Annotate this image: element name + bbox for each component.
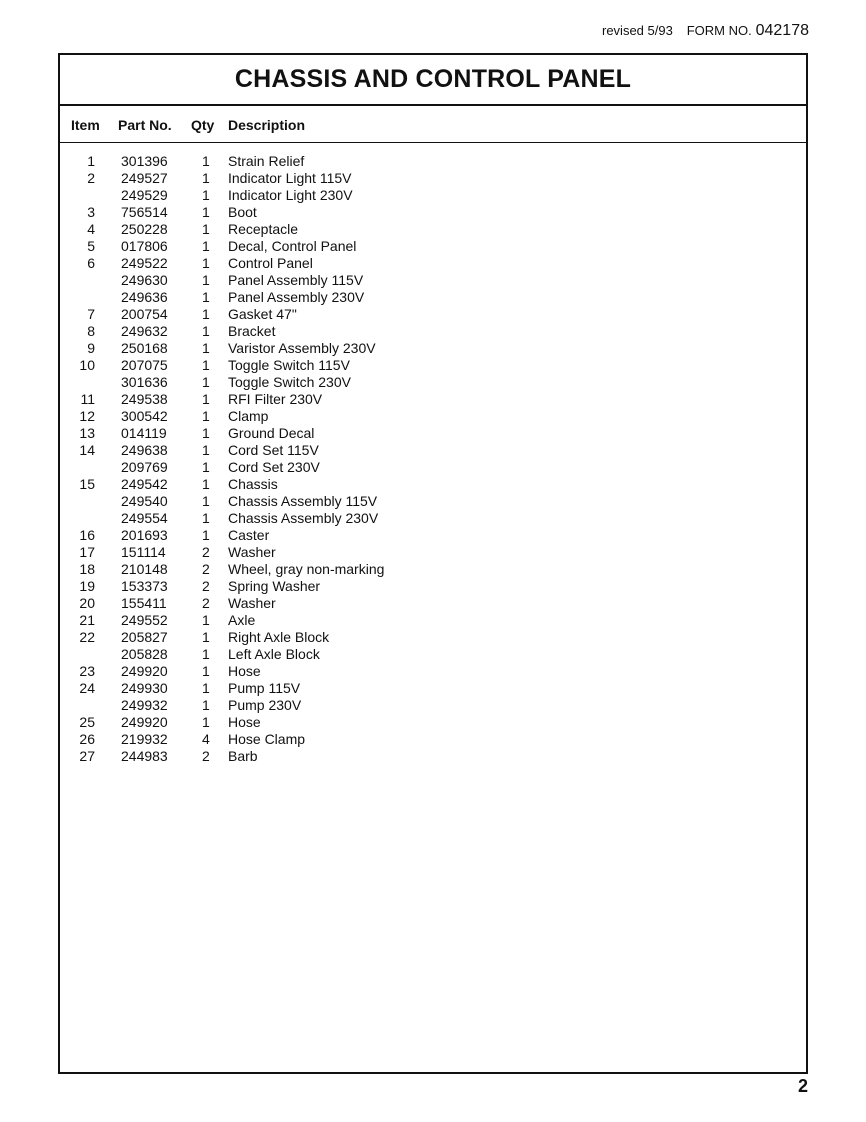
table-row (60, 544, 806, 561)
table-row (60, 646, 806, 663)
row-quantity: 1 (202, 425, 210, 441)
table-row (60, 527, 806, 544)
revised-date: revised 5/93 (602, 23, 673, 38)
row-part-number: 155411 (121, 595, 167, 611)
form-header (602, 22, 809, 40)
table-row (60, 748, 806, 765)
row-description: Ground Decal (228, 425, 315, 441)
row-quantity: 2 (202, 748, 210, 764)
row-description: Pump 230V (228, 697, 302, 713)
row-description: Left Axle Block (228, 646, 320, 662)
table-row (60, 493, 806, 510)
row-part-number: 017806 (121, 238, 168, 254)
table-row (60, 153, 806, 170)
row-item-number: 19 (79, 578, 95, 594)
form-number: 042178 (755, 22, 809, 39)
table-row (60, 272, 806, 289)
row-item-number: 4 (87, 221, 95, 237)
row-item-number: 22 (79, 629, 95, 645)
row-description: Right Axle Block (228, 629, 330, 645)
row-part-number: 249932 (121, 697, 168, 713)
page-number: 2 (797, 1076, 808, 1096)
row-item-number: 13 (79, 425, 95, 441)
row-item-number: 17 (79, 544, 95, 560)
row-part-number: 209769 (121, 459, 168, 475)
row-quantity: 1 (202, 391, 210, 407)
parts-list-frame (58, 53, 808, 1074)
row-quantity: 1 (202, 629, 210, 645)
row-quantity: 1 (202, 527, 210, 543)
row-part-number: 756514 (121, 204, 168, 220)
table-row (60, 238, 806, 255)
table-row (60, 408, 806, 425)
column-header-row (60, 106, 806, 143)
row-part-number: 249522 (121, 255, 168, 271)
table-row (60, 289, 806, 306)
row-description: Chassis Assembly 230V (228, 510, 379, 526)
row-quantity: 1 (202, 374, 210, 390)
table-row (60, 697, 806, 714)
column-header-qty: Qty (191, 117, 215, 133)
row-quantity: 1 (202, 442, 210, 458)
table-row (60, 663, 806, 680)
row-part-number: 249552 (121, 612, 168, 628)
row-quantity: 4 (202, 731, 210, 747)
row-part-number: 250168 (121, 340, 168, 356)
row-part-number: 151114 (121, 544, 166, 560)
row-quantity: 1 (202, 255, 210, 271)
row-part-number: 250228 (121, 221, 168, 237)
row-part-number: 219932 (121, 731, 168, 747)
row-quantity: 1 (202, 476, 210, 492)
row-part-number: 249920 (121, 663, 168, 679)
table-row (60, 714, 806, 731)
row-part-number: 200754 (121, 306, 168, 322)
parts-table-body (60, 143, 806, 765)
row-quantity: 2 (202, 595, 210, 611)
row-part-number: 205828 (121, 646, 168, 662)
row-part-number: 249632 (121, 323, 168, 339)
row-quantity: 2 (202, 561, 210, 577)
row-item-number: 7 (87, 306, 95, 322)
row-quantity: 2 (202, 544, 210, 560)
row-description: Varistor Assembly 230V (228, 340, 376, 356)
row-description: Hose (228, 714, 261, 730)
row-item-number: 16 (79, 527, 95, 543)
row-part-number: 014119 (121, 425, 167, 441)
row-item-number: 26 (79, 731, 95, 747)
row-description: Panel Assembly 230V (228, 289, 365, 305)
row-item-number: 3 (87, 204, 95, 220)
row-part-number: 249540 (121, 493, 168, 509)
row-item-number: 8 (87, 323, 95, 339)
row-part-number: 201693 (121, 527, 168, 543)
row-part-number: 249538 (121, 391, 168, 407)
row-part-number: 300542 (121, 408, 168, 424)
row-quantity: 1 (202, 221, 210, 237)
table-row (60, 374, 806, 391)
row-quantity: 1 (202, 204, 210, 220)
table-row (60, 187, 806, 204)
row-quantity: 1 (202, 612, 210, 628)
row-item-number: 20 (79, 595, 95, 611)
row-description: Toggle Switch 115V (228, 357, 350, 373)
row-description: Cord Set 115V (228, 442, 319, 458)
row-quantity: 2 (202, 578, 210, 594)
table-row (60, 357, 806, 374)
row-description: Spring Washer (228, 578, 321, 594)
row-item-number: 12 (79, 408, 95, 424)
table-row (60, 731, 806, 748)
row-description: Control Panel (228, 255, 313, 271)
row-description: Cord Set 230V (228, 459, 320, 475)
row-description: Barb (228, 748, 258, 764)
table-row (60, 612, 806, 629)
row-description: Decal, Control Panel (228, 238, 357, 254)
table-row (60, 442, 806, 459)
row-description: Bracket (228, 323, 276, 339)
row-description: Strain Relief (228, 153, 305, 169)
table-row (60, 425, 806, 442)
table-row (60, 510, 806, 527)
row-quantity: 1 (202, 340, 210, 356)
row-part-number: 249542 (121, 476, 168, 492)
row-item-number: 9 (87, 340, 95, 356)
table-row (60, 204, 806, 221)
row-item-number: 10 (79, 357, 95, 373)
row-quantity: 1 (202, 153, 210, 169)
table-row (60, 391, 806, 408)
row-description: Indicator Light 115V (228, 170, 352, 186)
row-quantity: 1 (202, 646, 210, 662)
row-item-number: 21 (79, 612, 95, 628)
page-title: CHASSIS AND CONTROL PANEL (60, 55, 806, 106)
table-row (60, 170, 806, 187)
row-part-number: 249920 (121, 714, 168, 730)
row-description: Boot (228, 204, 257, 220)
row-part-number: 249554 (121, 510, 168, 526)
row-quantity: 1 (202, 697, 210, 713)
row-part-number: 249630 (121, 272, 168, 288)
row-item-number: 25 (79, 714, 95, 730)
row-quantity: 1 (202, 459, 210, 475)
row-description: Chassis Assembly 115V (228, 493, 378, 509)
table-row (60, 459, 806, 476)
row-description: Gasket 47" (228, 306, 297, 322)
row-part-number: 301636 (121, 374, 168, 390)
row-part-number: 249636 (121, 289, 168, 305)
row-description: Chassis (228, 476, 278, 492)
row-quantity: 1 (202, 238, 210, 254)
row-quantity: 1 (202, 510, 210, 526)
table-row (60, 340, 806, 357)
row-quantity: 1 (202, 323, 210, 339)
row-description: Toggle Switch 230V (228, 374, 351, 390)
row-description: Indicator Light 230V (228, 187, 353, 203)
row-description: RFI Filter 230V (228, 391, 323, 407)
row-part-number: 205827 (121, 629, 168, 645)
row-description: Pump 115V (228, 680, 301, 696)
row-part-number: 249930 (121, 680, 168, 696)
row-description: Caster (228, 527, 270, 543)
row-part-number: 244983 (121, 748, 168, 764)
row-item-number: 11 (80, 391, 95, 407)
table-row (60, 578, 806, 595)
row-part-number: 249529 (121, 187, 168, 203)
row-quantity: 1 (202, 289, 210, 305)
row-item-number: 23 (79, 663, 95, 679)
row-item-number: 1 (87, 153, 95, 169)
row-description: Wheel, gray non-marking (228, 561, 385, 577)
row-description: Panel Assembly 115V (228, 272, 364, 288)
table-row (60, 561, 806, 578)
row-description: Receptacle (228, 221, 299, 237)
row-quantity: 1 (202, 493, 210, 509)
row-description: Hose Clamp (228, 731, 306, 747)
row-description: Washer (228, 595, 276, 611)
row-part-number: 210148 (121, 561, 168, 577)
row-item-number: 14 (79, 442, 95, 458)
table-row (60, 255, 806, 272)
table-row (60, 221, 806, 238)
row-item-number: 27 (79, 748, 95, 764)
row-part-number: 249527 (121, 170, 168, 186)
row-quantity: 1 (202, 170, 210, 186)
row-description: Clamp (228, 408, 269, 424)
row-quantity: 1 (202, 306, 210, 322)
row-part-number: 207075 (121, 357, 168, 373)
table-row (60, 680, 806, 697)
column-header-description: Description (228, 117, 306, 133)
row-item-number: 18 (79, 561, 95, 577)
row-quantity: 1 (202, 714, 210, 730)
row-quantity: 1 (202, 680, 210, 696)
row-item-number: 6 (87, 255, 95, 271)
row-quantity: 1 (202, 187, 210, 203)
row-quantity: 1 (202, 357, 210, 373)
row-quantity: 1 (202, 408, 210, 424)
row-item-number: 2 (87, 170, 95, 186)
row-part-number: 153373 (121, 578, 168, 594)
row-description: Washer (228, 544, 276, 560)
table-row (60, 629, 806, 646)
row-item-number: 5 (87, 238, 95, 254)
form-label: FORM NO. (686, 23, 752, 38)
row-item-number: 15 (79, 476, 95, 492)
row-part-number: 301396 (121, 153, 168, 169)
row-description: Axle (228, 612, 256, 628)
table-row (60, 476, 806, 493)
row-item-number: 24 (79, 680, 95, 696)
row-description: Hose (228, 663, 261, 679)
table-row (60, 595, 806, 612)
column-header-part-no: Part No. (118, 117, 172, 133)
table-row (60, 306, 806, 323)
row-part-number: 249638 (121, 442, 168, 458)
column-header-item: Item (71, 117, 100, 133)
row-quantity: 1 (202, 663, 210, 679)
table-row (60, 323, 806, 340)
row-quantity: 1 (202, 272, 210, 288)
